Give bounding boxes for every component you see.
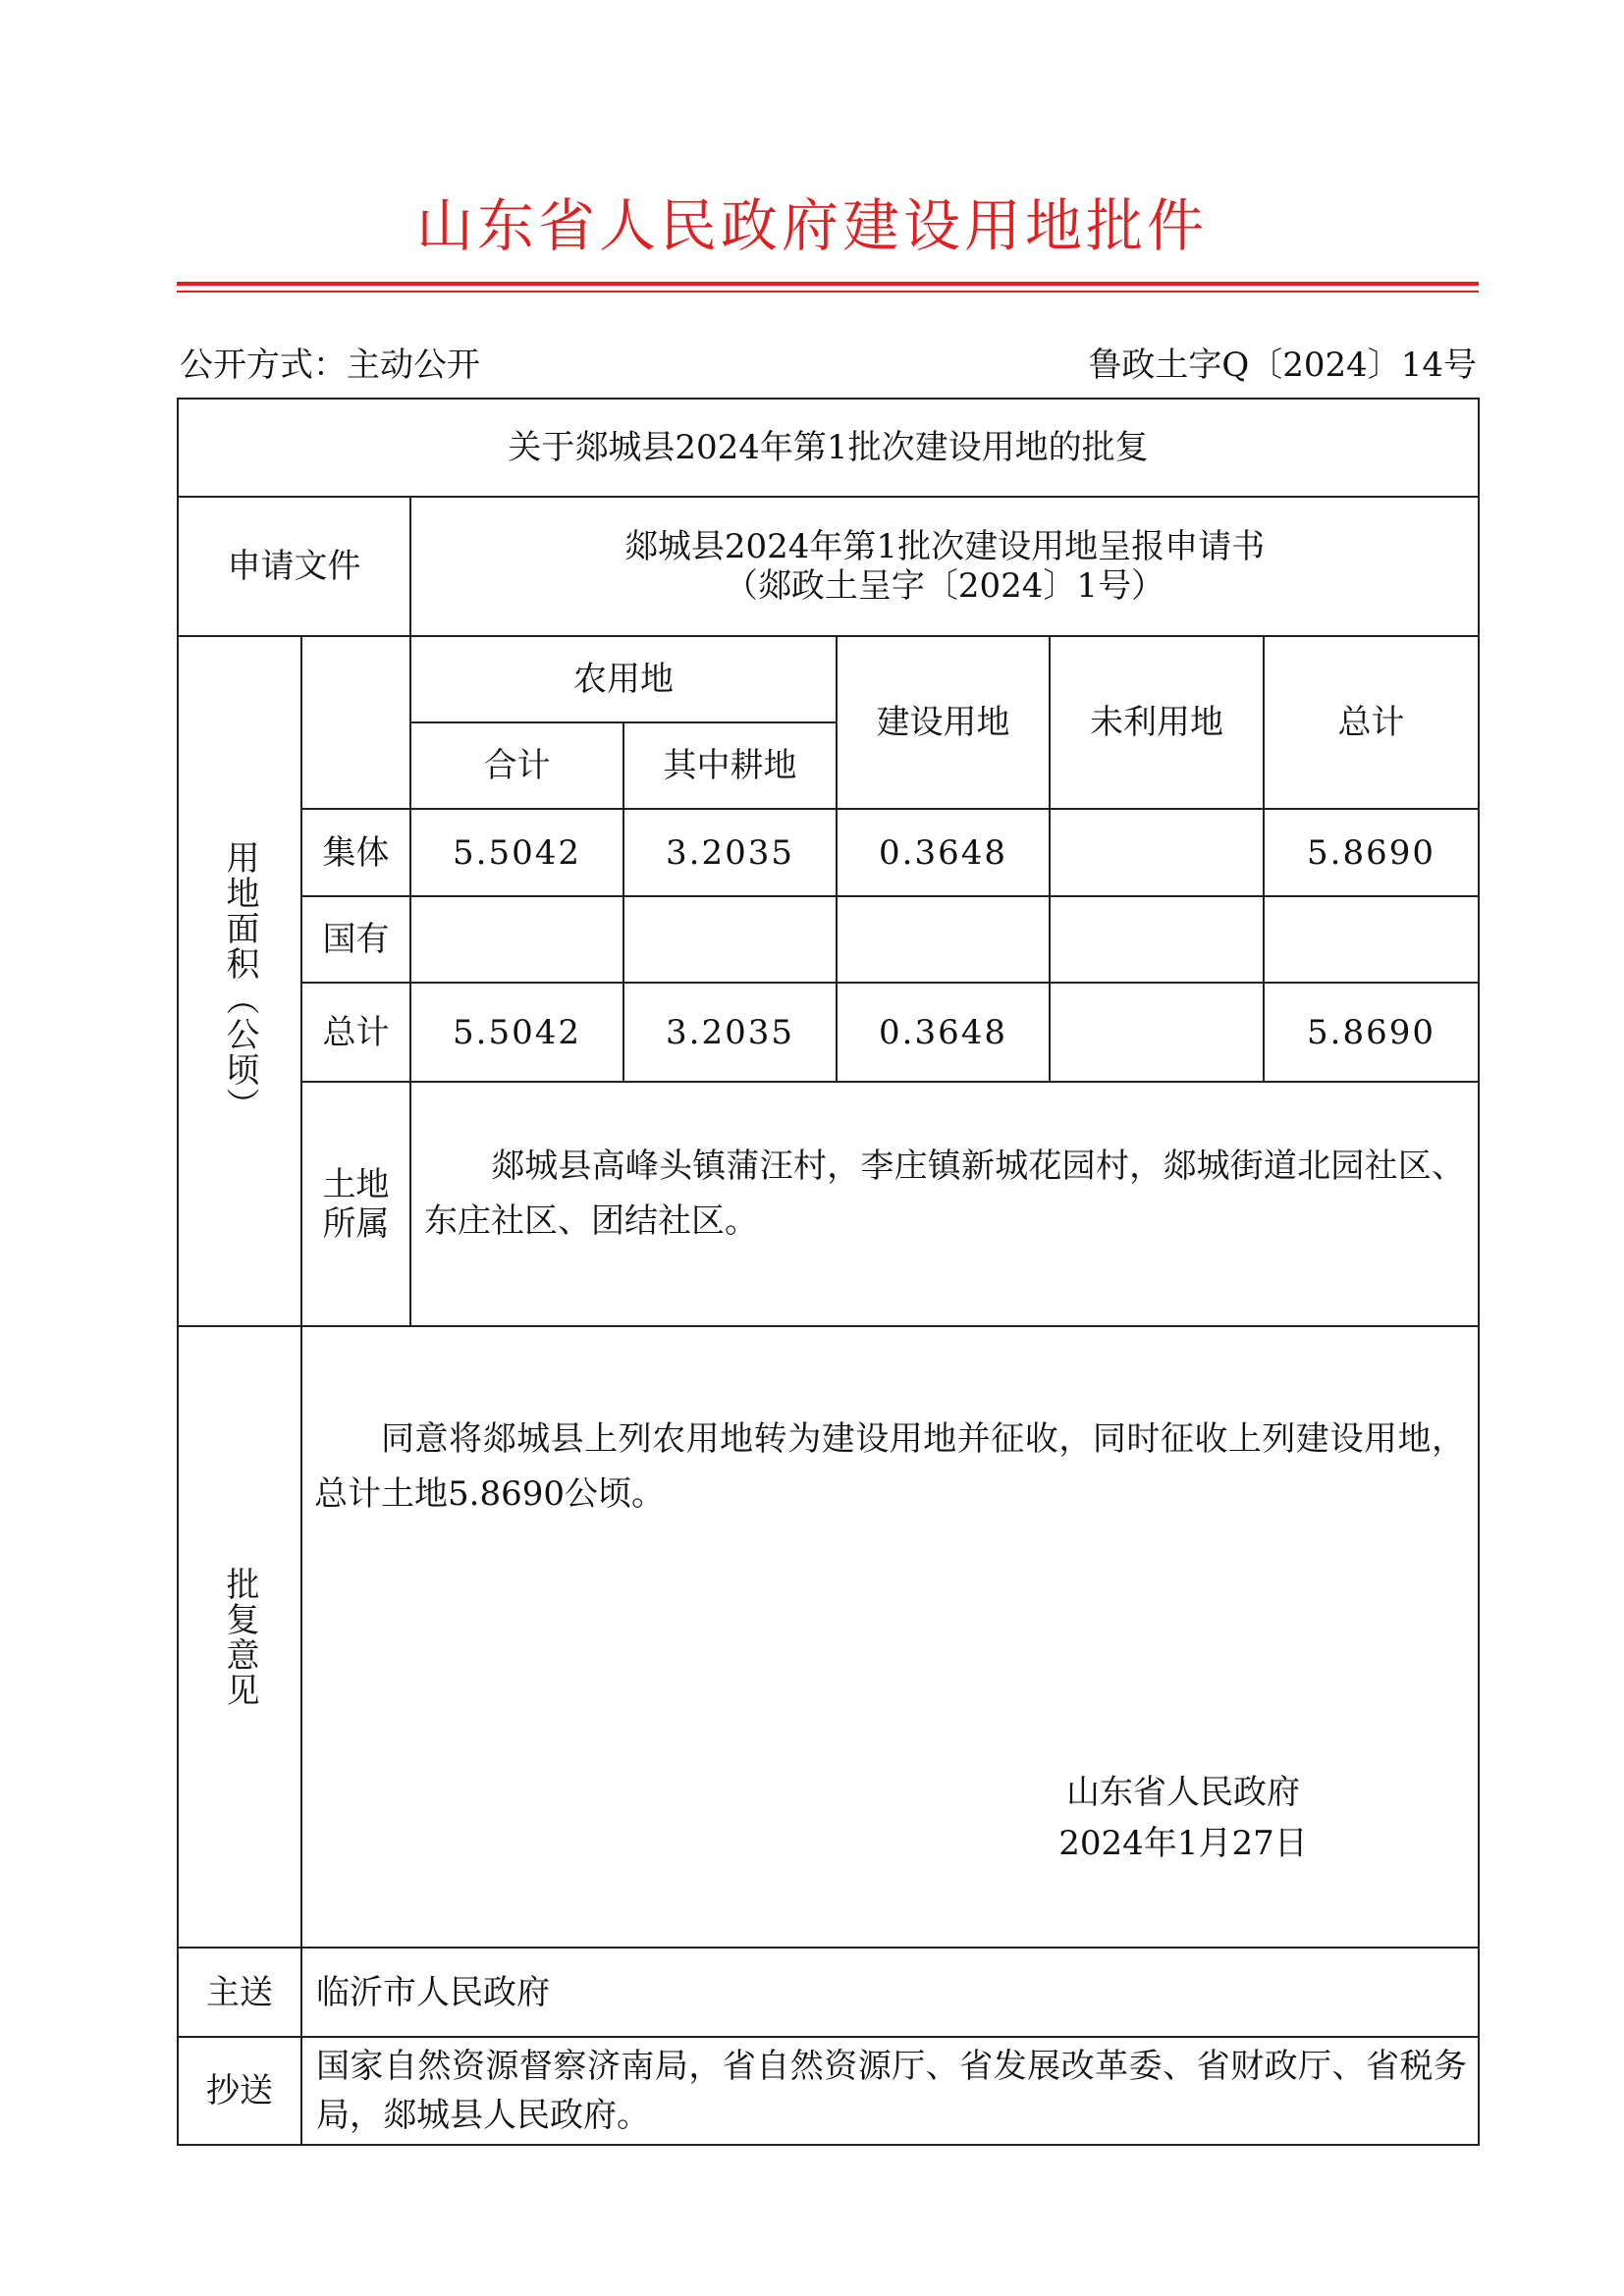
main-recipient-value: 临沂市人民政府 <box>316 1973 550 2012</box>
header-total: 总计 <box>1337 703 1405 742</box>
state-subtotal <box>411 897 623 982</box>
total-subtotal: 5.5042 <box>453 1012 581 1052</box>
header-subtotal: 合计 <box>483 746 551 785</box>
total-cultivated: 3.2035 <box>666 1012 794 1052</box>
collective-construction: 0.3648 <box>879 832 1007 873</box>
land-area-label <box>179 637 300 1325</box>
approval-opinion-text: 同意将郯城县上列农用地转为建设用地并征收，同时征收上列建设用地，总计土地5.8690公顷。 <box>314 1419 1465 1514</box>
land-ownership-text: 郯城县高峰头镇蒲汪村，李庄镇新城花园村，郯城街道北园社区、东庄社区、团结社区。 <box>424 1147 1465 1241</box>
header-cultivated: 其中耕地 <box>663 746 797 785</box>
application-file-label: 申请文件 <box>227 547 361 586</box>
land-area-label-text: 用地面积（公顷） <box>220 839 259 1123</box>
approval-subject: 关于郯城县2024年第1批次建设用地的批复 <box>508 428 1149 467</box>
cc-label: 抄送 <box>206 2071 273 2110</box>
header-agricultural: 农用地 <box>573 660 674 699</box>
state-cultivated <box>624 897 836 982</box>
collective-total: 5.8690 <box>1307 832 1435 873</box>
row-label-collective: 集体 <box>322 832 390 873</box>
row-label-state: 国有 <box>322 920 390 959</box>
collective-unused <box>1051 810 1263 895</box>
document-title: 山东省人民政府建设用地批件 <box>415 192 1208 259</box>
approval-opinion-label <box>179 1327 300 1947</box>
title-rule-thin <box>177 291 1479 293</box>
approval-signer: 山东省人民政府 <box>1066 1773 1300 1812</box>
header-unused: 未利用地 <box>1090 703 1223 742</box>
approval-signature-block <box>1021 1767 1345 1869</box>
approval-opinion-label-text: 批复意见 <box>220 1566 259 1708</box>
collective-cultivated: 3.2035 <box>666 832 794 873</box>
row-label-total: 总计 <box>322 1012 390 1052</box>
main-recipient-label: 主送 <box>206 1972 273 2012</box>
state-unused <box>1051 897 1263 982</box>
approval-date: 2024年1月27日 <box>1058 1824 1308 1863</box>
cc-value: 国家自然资源督察济南局，省自然资源厅、省发展改革委、省财政厅、省税务局，郯城县人民政府。 <box>316 2047 1467 2135</box>
application-file-value <box>411 498 1478 635</box>
collective-subtotal: 5.5042 <box>453 832 581 873</box>
header-construction: 建设用地 <box>876 703 1010 742</box>
total-construction: 0.3648 <box>879 1012 1007 1052</box>
application-file-title: 郯城县2024年第1批次建设用地呈报申请书 <box>623 527 1266 566</box>
disclosure-method: 公开方式：主动公开 <box>180 346 480 385</box>
application-file-number: （郯政土呈字〔2024〕1号） <box>724 566 1165 606</box>
state-total <box>1265 897 1478 982</box>
total-total: 5.8690 <box>1307 1012 1435 1052</box>
title-rule-thick <box>177 282 1479 286</box>
document-number: 鲁政土字Q〔2024〕14号 <box>1088 346 1477 385</box>
land-ownership-label: 土地所属 <box>322 1164 390 1244</box>
state-construction <box>838 897 1049 982</box>
total-unused <box>1051 984 1263 1081</box>
